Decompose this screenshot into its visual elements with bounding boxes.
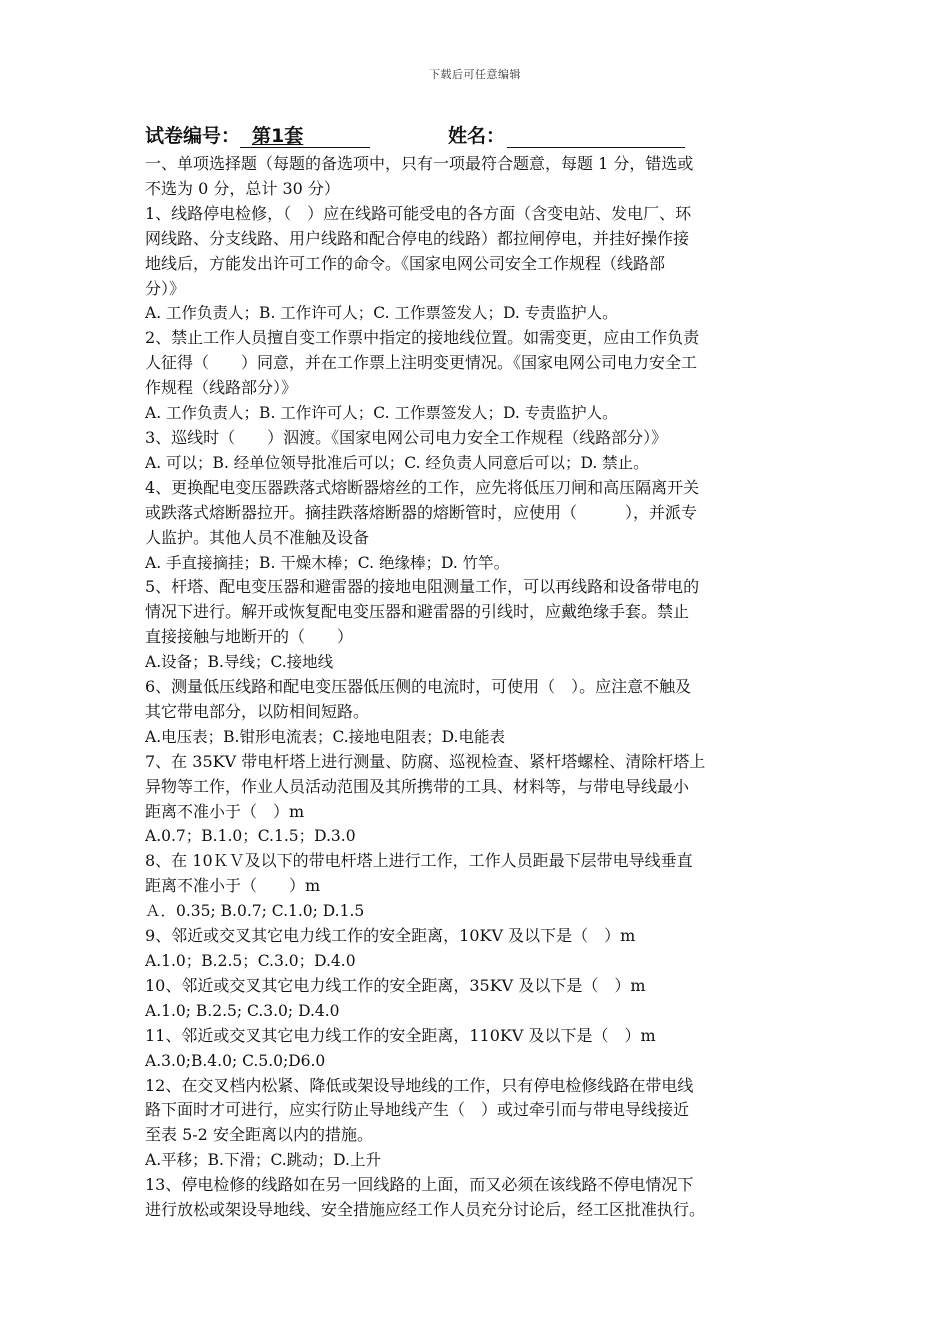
question-text-line: 距离不准小于（ ）m	[145, 876, 321, 896]
question-text-line: 13、停电检修的线路如在另一回线路的上面，而又必须在该线路不停电情况下	[145, 1175, 694, 1195]
question-text-line: 其它带电部分，以防相间短路。	[145, 701, 370, 721]
question-text-line: 11、邻近或交叉其它电力线工作的安全距离，110KV 及以下是（ ）m	[145, 1025, 656, 1045]
question-text-line: 至表 5-2 安全距离以内的措施。	[145, 1125, 373, 1145]
answer-options-line: A.1.0；B.2.5；C.3.0；D.4.0	[145, 952, 356, 970]
answer-options-line: A.平移；B.下滑；C.跳动；D.上升	[145, 1151, 381, 1170]
question-text-line: 7、在 35KV 带电杆塔上进行测量、防腐、巡视检查、紧杆塔螺栓、清除杆塔上	[145, 751, 706, 771]
question-text-line: 情况下进行。解开或恢复配电变压器和避雷器的引线时，应戴绝缘手套。禁止	[145, 602, 690, 622]
question-text-line: 人监护。其他人员不准触及设备	[145, 527, 370, 547]
question-text-line: 6、测量低压线路和配电变压器低压侧的电流时，可使用（ ）。应注意不触及	[145, 677, 692, 697]
question-text-line: 地线后，方能发出许可工作的命令。《国家电网公司安全工作规程（线路部	[145, 253, 666, 273]
question-text-line: 5、杆塔、配电变压器和避雷器的接地电阻测量工作，可以再线路和设备带电的	[145, 577, 700, 597]
name-label: 姓名：	[448, 125, 506, 147]
question-text-line: 进行放松或架设导地线、安全措施应经工作人员充分讨论后，经工区批准执行。	[145, 1200, 706, 1220]
question-text-line: 网线路、分支线路、用户线路和配合停电的线路）都拉闸停电，并挂好操作接	[145, 228, 690, 248]
name-field[interactable]	[507, 125, 685, 148]
answer-options-line: A. 工作负责人；B. 工作许可人；C. 工作票签发人；D. 专责监护人。	[145, 404, 618, 423]
question-text-line: 或跌落式熔断器拉开。摘挂跌落熔断器的熔断管时，应使用（ ），并派专	[145, 502, 698, 522]
question-text-line: 一、单项选择题（每题的备选项中，只有一项最符合题意，每题 1 分，错选或	[145, 154, 694, 173]
question-text-line: 距离不准小于（ ）m	[145, 801, 305, 821]
question-text-line: 8、在 10ＫＶ及以下的带电杆塔上进行工作，工作人员距最下层带电导线垂直	[145, 851, 693, 871]
question-text-line: 直接接触与地断开的（ ）	[145, 627, 354, 647]
question-text-line: 2、禁止工作人员擅自变工作票中指定的接地线位置。如需变更，应由工作负责	[145, 328, 700, 348]
answer-options-line: A.电压表；B.钳形电流表；C.接地电阻表；D.电能表	[145, 727, 505, 746]
page-header: 下载后可任意编辑	[429, 68, 521, 81]
answer-options-line: A. 工作负责人；B. 工作许可人；C. 工作票签发人；D. 专责监护人。	[145, 304, 618, 323]
title-row	[145, 120, 815, 152]
answer-options-line: A.设备；B.导线；C.接地线	[145, 653, 334, 672]
answer-options-line: A. 手直接摘挂；B. 干燥木棒；C. 绝缘棒；D. 竹竿。	[145, 553, 510, 572]
question-text-line: 作规程（线路部分）》	[145, 378, 298, 398]
question-text-line: 路下面时才可进行，应实行防止导地线产生（ ）或过牵引而与带电导线接近	[145, 1100, 690, 1120]
question-text-line: 1、线路停电检修，（ ）应在线路可能受电的各方面（含变电站、发电厂、环	[145, 203, 692, 223]
answer-options-line: A.0.7；B.1.0；C.1.5；D.3.0	[145, 827, 356, 846]
question-text-line: 3、巡线时（ ）泅渡。《国家电网公司电力安全工作规程（线路部分）》	[145, 427, 668, 447]
question-text-line: 人征得（ ）同意，并在工作票上注明变更情况。《国家电网公司电力安全工	[145, 353, 698, 373]
question-text-line: 10、邻近或交叉其它电力线工作的安全距离，35KV 及以下是（ ）m	[145, 975, 646, 995]
exam-body	[145, 152, 815, 1223]
exam-document	[145, 120, 815, 1223]
answer-options-line: A.3.0;B.4.0; C.5.0;D6.0	[145, 1051, 326, 1070]
question-text-line: 9、邻近或交叉其它电力线工作的安全距离，10KV 及以下是（ ）m	[145, 926, 636, 946]
answer-options-line: A. 可以；B. 经单位领导批准后可以；C. 经负责人同意后可以；D. 禁止。	[145, 453, 649, 472]
answer-options-line: Ａ．0.35; B.0.7; C.1.0; D.1.5	[145, 902, 365, 921]
question-text-line: 异物等工作，作业人员活动范围及其所携带的工具、材料等，与带电导线最小	[145, 776, 690, 796]
question-text-line: 分）》	[145, 278, 186, 298]
paper-id-label: 试卷编号：	[145, 125, 241, 147]
question-text-line: 4、更换配电变压器跌落式熔断器熔丝的工作，应先将低压刀闸和高压隔离开关	[145, 477, 700, 497]
question-text-line: 不选为 0 分，总计 30 分）	[145, 178, 340, 198]
paper-id-value: 第1套	[240, 125, 370, 148]
answer-options-line: A.1.0; B.2.5; C.3.0; D.4.0	[145, 1001, 340, 1020]
question-text-line: 12、在交叉档内松紧、降低或架设导地线的工作，只有停电检修线路在带电线	[145, 1075, 694, 1095]
